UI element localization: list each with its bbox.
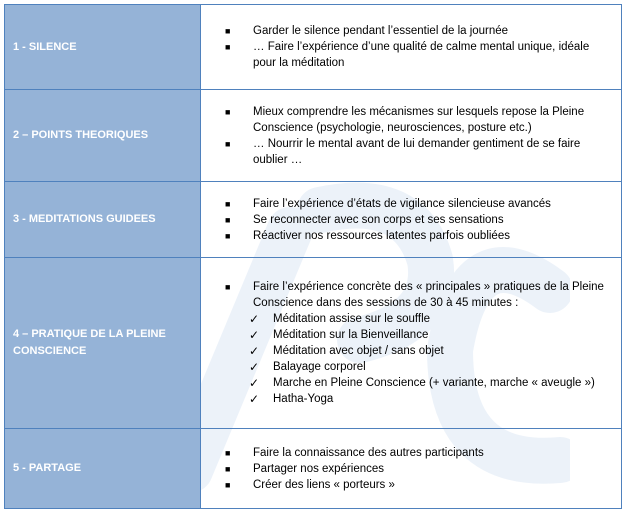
square-bullet-icon: ■: [225, 138, 231, 149]
row-content: [201, 258, 622, 429]
list-item: [225, 212, 611, 228]
row-label-text: 1 - SILENCE: [13, 40, 77, 53]
square-bullet-icon: ■: [225, 106, 231, 117]
list-item-text: Partager nos expériences: [253, 462, 385, 475]
checklist-item-text: Marche en Pleine Conscience (+ variante, marche « aveugle »): [273, 377, 595, 389]
list-item: [225, 104, 611, 136]
row-content: [201, 90, 622, 182]
list-item: [225, 445, 611, 461]
programme-table: [4, 4, 622, 509]
row-label: [5, 429, 201, 509]
bullet-list: [225, 279, 611, 311]
checklist-item-text: Hatha-Yoga: [273, 393, 334, 405]
checklist-item: [249, 391, 611, 407]
square-bullet-icon: ■: [225, 198, 231, 209]
row-label: [5, 5, 201, 90]
bullet-list: [225, 23, 611, 71]
row-content: [201, 182, 622, 258]
list-item: [225, 477, 611, 493]
checklist-item: [249, 343, 611, 359]
list-item: [225, 39, 611, 71]
square-bullet-icon: ■: [225, 214, 231, 225]
checkmark-icon: ✓: [249, 344, 260, 358]
table-row-pratique-pleine-conscience: [5, 258, 622, 429]
list-item-text: … Nourrir le mental avant de lui demander gentiment de se faire oublier …: [253, 137, 581, 166]
checklist-item: [249, 311, 611, 327]
row-label-text: 4 – PRATIQUE DE LA PLEINE CONSCIENCE: [13, 328, 166, 357]
list-item-text: Se reconnecter avec son corps et ses sensations: [253, 213, 504, 226]
checkmark-icon: ✓: [249, 376, 260, 390]
row-label-text: 5 - PARTAGE: [13, 462, 82, 474]
list-item: [225, 136, 611, 168]
checkmark-icon: ✓: [249, 328, 260, 342]
list-item: [225, 196, 611, 212]
checkmark-icon: ✓: [249, 312, 260, 326]
table-row-meditations-guidees: [5, 182, 622, 258]
row-label-text: 2 – POINTS THEORIQUES: [13, 129, 149, 141]
bullet-list: [225, 196, 611, 244]
list-item-text: Faire la connaissance des autres participants: [253, 446, 484, 459]
checklist: [225, 311, 611, 407]
square-bullet-icon: ■: [225, 463, 231, 474]
list-item-text: … Faire l’expérience d’une qualité de calme mental unique, idéale pour la méditation: [253, 41, 590, 69]
square-bullet-icon: ■: [225, 42, 231, 52]
checklist-item: [249, 359, 611, 375]
table-row-silence: [5, 5, 622, 90]
row-label: [5, 182, 201, 258]
checklist-item-text: Méditation sur la Bienveillance: [273, 329, 429, 341]
list-item: [225, 461, 611, 477]
list-item-text: Faire l’expérience d’états de vigilance silencieuse avancés: [253, 197, 551, 210]
checkmark-icon: ✓: [249, 360, 260, 374]
row-label: [5, 90, 201, 182]
square-bullet-icon: ■: [225, 479, 231, 490]
list-item: [225, 279, 611, 311]
square-bullet-icon: ■: [225, 447, 231, 458]
table-row-points-theoriques: [5, 90, 622, 182]
square-bullet-icon: ■: [225, 230, 231, 241]
square-bullet-icon: ■: [225, 282, 231, 292]
list-item-text: Mieux comprendre les mécanismes sur lesquels repose la Pleine Conscience (psychologie, neurosciences, posture etc.): [253, 105, 585, 134]
list-item-text: Créer des liens « porteurs »: [253, 478, 395, 491]
bullet-list: [225, 104, 611, 168]
row-content: [201, 429, 622, 509]
checklist-item-text: Méditation avec objet / sans objet: [273, 345, 444, 357]
checkmark-icon: ✓: [249, 392, 260, 406]
table-row-partage: [5, 429, 622, 509]
checklist-item: [249, 375, 611, 391]
list-item: [225, 228, 611, 244]
list-item: [225, 23, 611, 39]
bullet-list: [225, 445, 611, 493]
checklist-item-text: Méditation assise sur le souffle: [273, 313, 431, 325]
list-item-text: Faire l’expérience concrète des « principales » pratiques de la Pleine Conscience dans des sessions de 30 à 45 minutes :: [253, 281, 604, 309]
list-item-text: Réactiver nos ressources latentes parfois oubliées: [253, 229, 510, 242]
list-item-text: Garder le silence pendant l’essentiel de la journée: [253, 25, 509, 37]
square-bullet-icon: ■: [225, 26, 231, 36]
row-label: [5, 258, 201, 429]
checklist-item-text: Balayage corporel: [273, 361, 366, 373]
row-label-text: 3 - MEDITATIONS GUIDEES: [13, 213, 156, 225]
row-content: [201, 5, 622, 90]
checklist-item: [249, 327, 611, 343]
